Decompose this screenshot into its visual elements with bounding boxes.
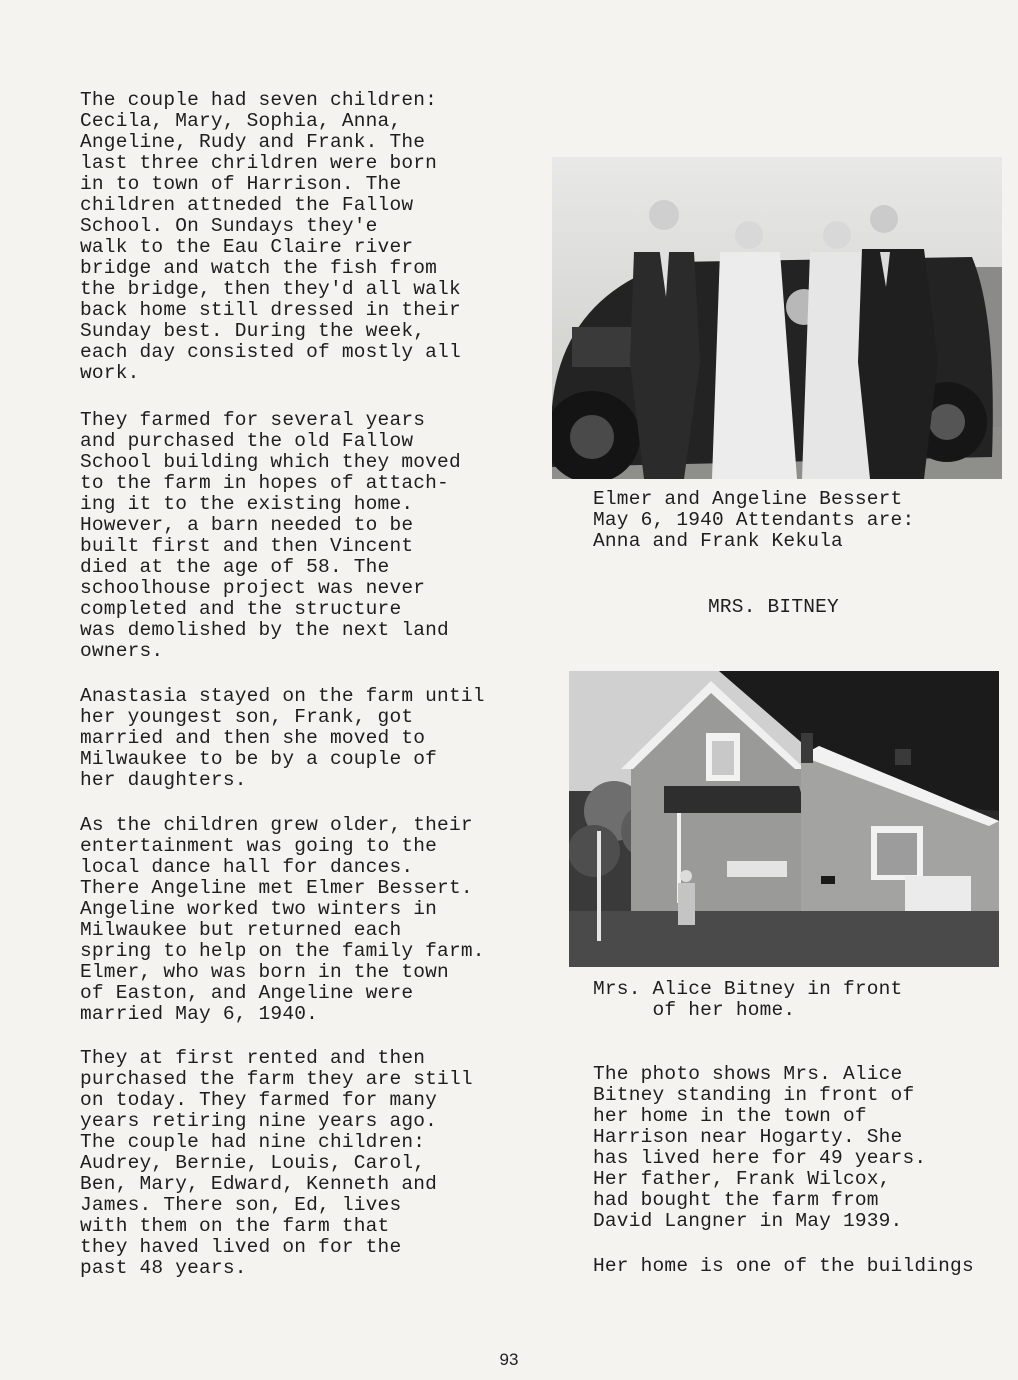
wedding-photo [552,157,1002,479]
paragraph-dance-hall: As the children grew older, their entertainment was going to the local dance hall for dances. There Angeline met Elmer Bessert. Angeline worked two winters in Milwaukee but returned each spring to help on the family farm. Elmer, who was born in the town of Easton, and Angeline were married May 6, 1940. [80,814,485,1025]
house-photo-caption: Mrs. Alice Bitney in front of her home. [593,978,903,1021]
paragraph-bitney-photo: The photo shows Mrs. Alice Bitney standing in front of her home in the town of Harrison near Hogarty. She has lived here for 49 years. Her father, Frank Wilcox, had bought the farm from David Langner in May 1939. [593,1063,927,1232]
house-photo [569,671,999,967]
section-heading-mrs-bitney: MRS. BITNEY [708,596,839,618]
paragraph-seven-children: The couple had seven children: Cecila, Mary, Sophia, Anna, Angeline, Rudy and Frank. The last three chrildren were born in to town of Harrison. The children attneded the Fallow School. On Sundays they'e walk to the Eau Claire river bridge and watch the fish from the bridge, then they'd all walk back home still dressed in their Sunday best. During the week, each day consisted of mostly all work. [80,89,461,384]
paragraph-rented-farm: They at first rented and then purchased the farm they are still on today. They farmed for many years retiring nine years ago. The couple had nine children: Audrey, Bernie, Louis, Carol, Ben, Mary, Edward, Kenneth and James. There son, Ed, lives with them on the farm that they haved lived on for the past 48 years. [80,1047,473,1279]
page-number: 93 [499,1350,519,1369]
paragraph-fallow-school: They farmed for several years and purchased the old Fallow School building which they moved to the farm in hopes of attach- ing it to the existing home. However, a barn needed to be built first and then Vincent died at the age of 58. The schoolhouse project was never completed and the structure was demolished by the next land owners. [80,409,461,662]
paragraph-anastasia: Anastasia stayed on the farm until her youngest son, Frank, got married and then she moved to Milwaukee to be by a couple of her daughters. [80,685,485,791]
wedding-photo-caption: Elmer and Angeline Bessert May 6, 1940 Attendants are: Anna and Frank Kekula [593,488,915,552]
paragraph-bitney-home: Her home is one of the buildings [593,1255,974,1277]
